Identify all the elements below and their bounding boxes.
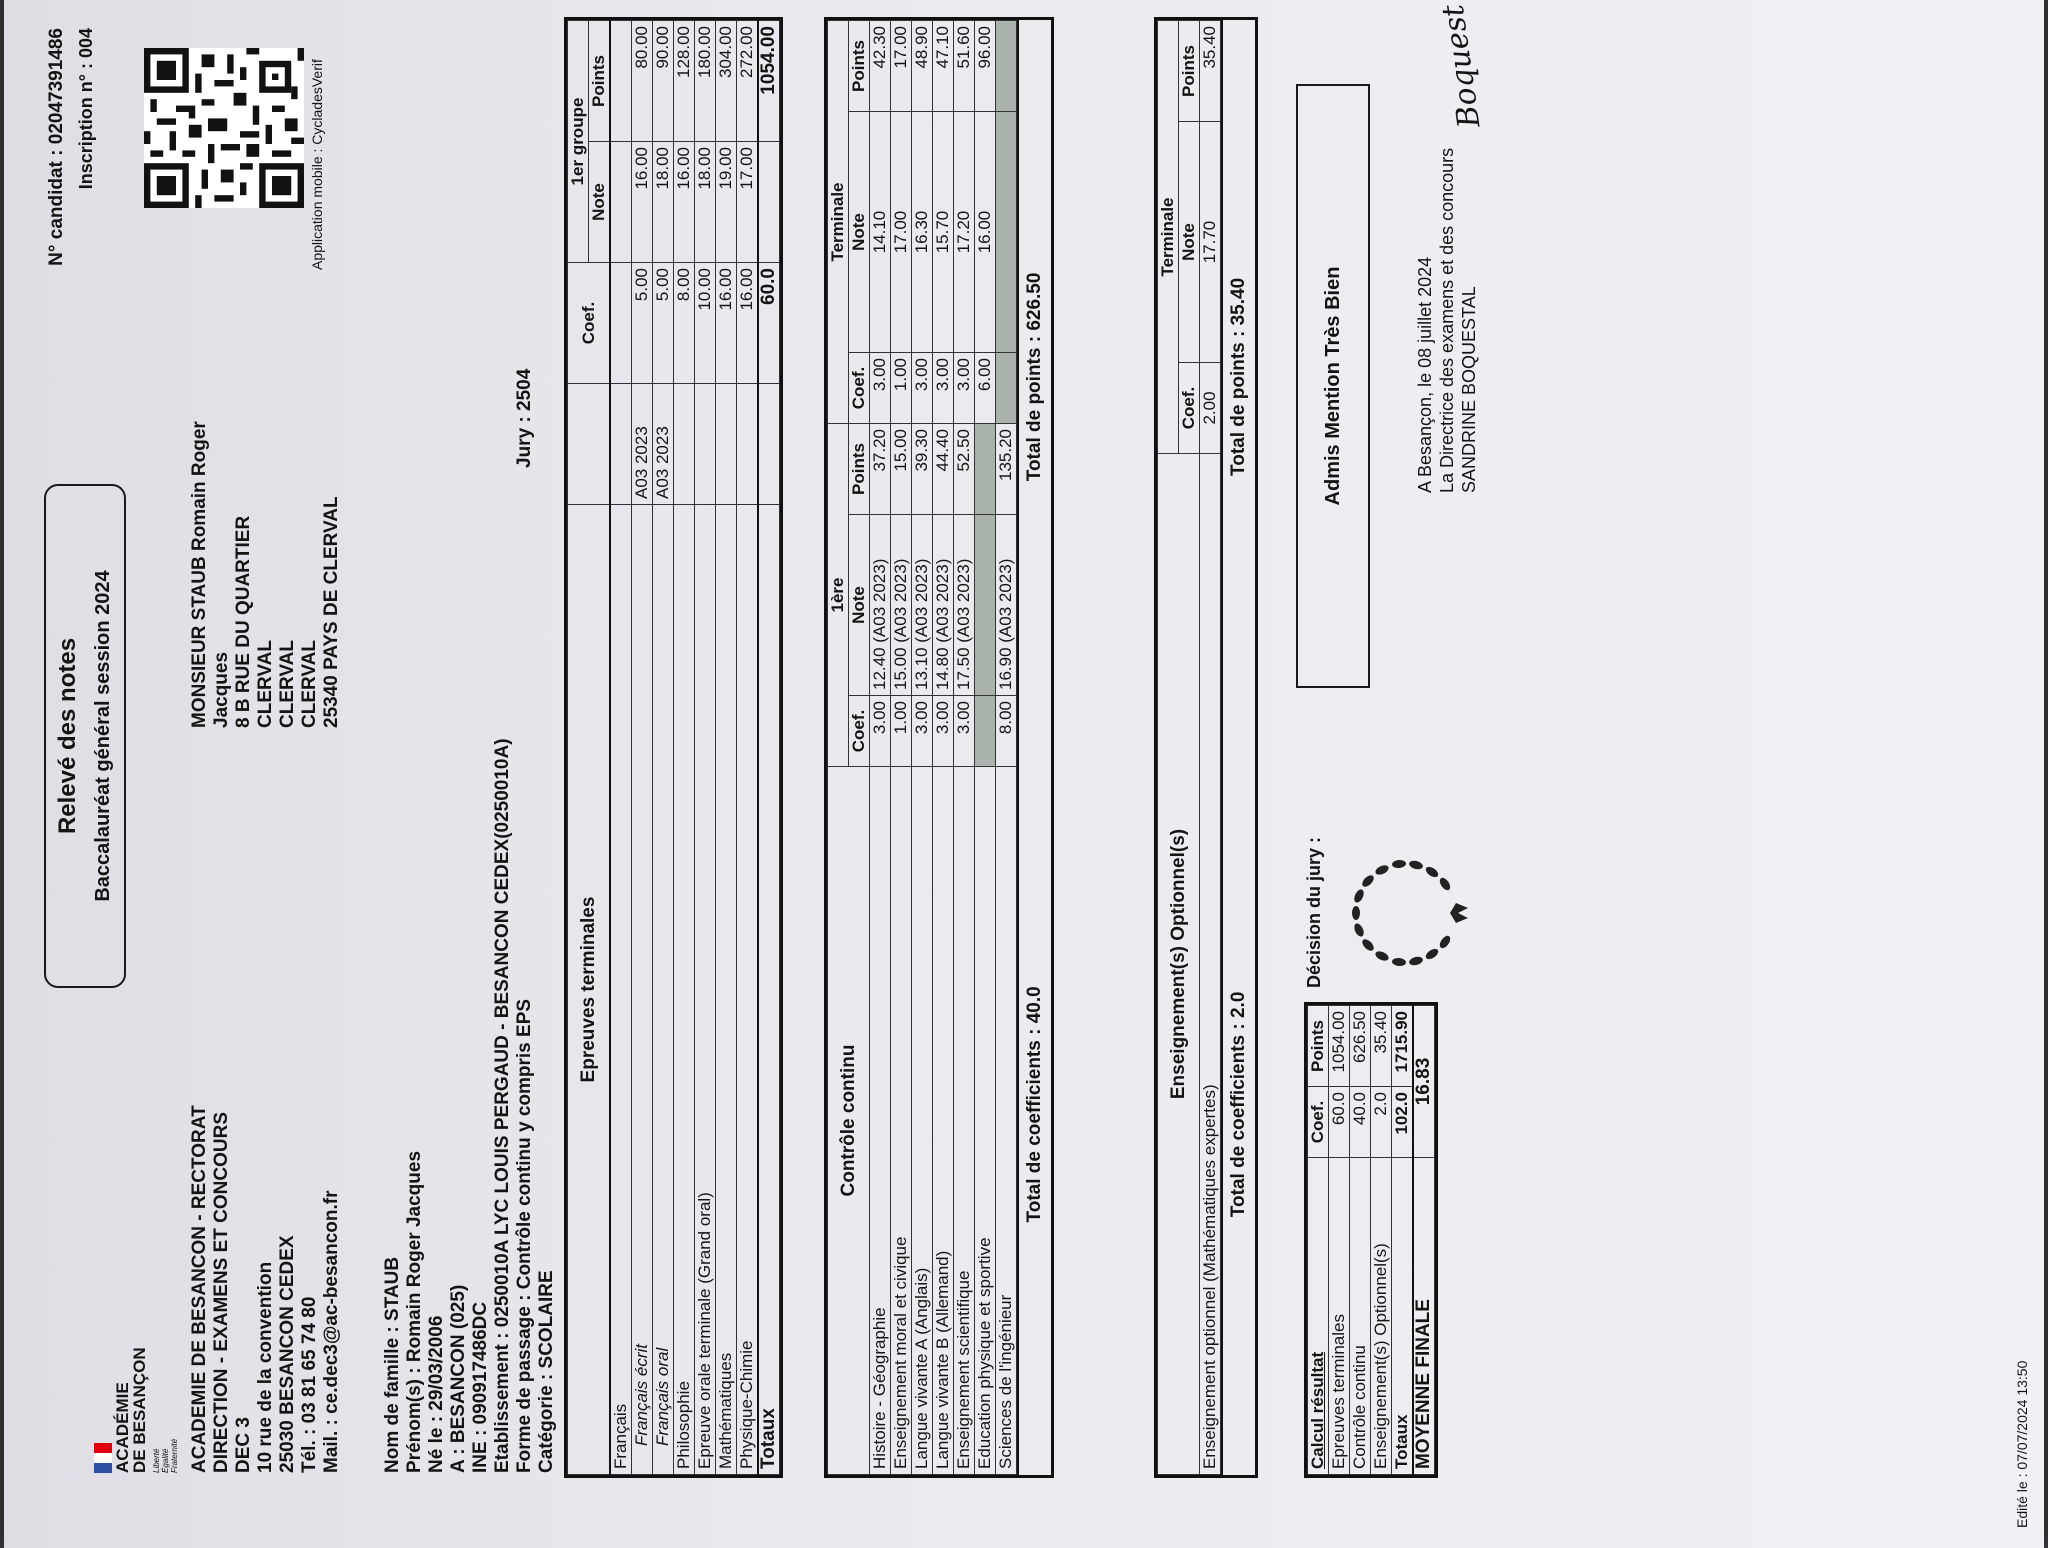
epreuves-table — [567, 20, 780, 1475]
epreuves-note-header: Note — [589, 142, 611, 263]
row-note: 16.00 — [674, 142, 695, 263]
epreuves-coef-header: Coef. — [568, 263, 611, 384]
epreuves-group-header: 1er groupe — [568, 21, 589, 263]
table-row — [1200, 21, 1221, 1475]
row-points: 90.00 — [653, 21, 674, 142]
row-coef2: 3.00 — [933, 353, 954, 424]
row-session: A03 2023 — [653, 384, 674, 505]
jury-decision-label: Décision du jury : — [1304, 836, 1324, 988]
optionnel-section — [1154, 17, 1258, 1478]
row-points: 1054.00 — [1329, 1006, 1350, 1087]
row-note1 — [975, 515, 996, 696]
document-sheet — [4, 0, 2044, 1548]
row-points: 80.00 — [632, 21, 653, 142]
calcul-table — [1307, 1005, 1435, 1475]
candidate-birthplace: A : BESANCON (025) — [448, 1284, 469, 1473]
table-row — [610, 21, 632, 1475]
controle-totals — [1017, 20, 1051, 1475]
controle-coef2-header: Coef. — [849, 353, 870, 424]
row-coef1: 1.00 — [891, 696, 912, 767]
sender-line2: DIRECTION - EXAMENS ET CONCOURS — [211, 1111, 232, 1473]
inscription-number: Inscription n° : 004 — [76, 28, 96, 190]
row-label: Contrôle continu — [1350, 1158, 1371, 1475]
row-points2: 47.10 — [933, 21, 954, 112]
row-label: Enseignement moral et civique — [891, 767, 912, 1475]
candidate-ine: INE : 090917486DC — [470, 1301, 491, 1473]
logo-motto2: Égalité — [161, 1448, 170, 1473]
signature-role: La Directrice des examens et des concours — [1437, 147, 1457, 493]
row-coef: 5.00 — [632, 263, 653, 384]
sender-line7: Mail. : ce.dec3@ac-besancon.fr — [321, 1190, 342, 1473]
controle-table — [827, 20, 1017, 1475]
moyenne-value: 16.83 — [1413, 1006, 1435, 1158]
row-coef: 60.0 — [1329, 1087, 1350, 1158]
laurel-wreath-icon — [1344, 848, 1474, 978]
row-points1: 52.50 — [954, 424, 975, 515]
row-coef2: 3.00 — [954, 353, 975, 424]
row-note: 18.00 — [695, 142, 716, 263]
signature-name: SANDRINE BOQUESTAL — [1459, 286, 1479, 493]
table-row — [674, 21, 695, 1475]
logo-line1: ACADÉMIE — [113, 1382, 132, 1473]
row-note: 16.00 — [632, 142, 653, 263]
sender-line6: Tél. : 03 81 65 74 80 — [299, 1296, 320, 1473]
optionnel-table — [1157, 20, 1221, 1475]
title-box — [44, 484, 126, 988]
document-content — [4, 0, 2044, 1548]
candidate-forme: Forme de passage : Contrôle continu y compris EPS — [514, 998, 535, 1473]
app-mobile-text: Application mobile : CycladesVerif — [309, 59, 325, 270]
row-coef2: 1.00 — [891, 353, 912, 424]
row-label: Totaux — [1392, 1158, 1414, 1475]
row-points — [610, 21, 632, 142]
calcul-section — [1304, 1002, 1438, 1478]
controle-coef1-header: Coef. — [849, 696, 870, 767]
row-note2: 17.20 — [954, 112, 975, 353]
table-row — [1350, 1006, 1371, 1475]
row-session: A03 2023 — [632, 384, 653, 505]
row-label: Enseignement(s) Optionnel(s) — [1371, 1158, 1392, 1475]
row-note1: 17.50 (A03 2023) — [954, 515, 975, 696]
sender-line1: ACADEMIE DE BESANCON - RECTORAT — [189, 1105, 210, 1473]
row-coef: 16.00 — [716, 263, 737, 384]
calcul-points-header: Points — [1308, 1006, 1329, 1087]
row-coef2 — [996, 353, 1017, 424]
qr-code-icon — [144, 48, 304, 208]
row-points2: 48.90 — [912, 21, 933, 112]
row-note: 17.00 — [737, 142, 759, 263]
recipient-line5: CLERVAL — [277, 640, 298, 728]
row-points: 180.00 — [695, 21, 716, 142]
row-coef2: 3.00 — [912, 353, 933, 424]
row-note: 18.00 — [653, 142, 674, 263]
row-points: 35.40 — [1371, 1006, 1392, 1087]
controle-points2-header: Points — [849, 21, 870, 112]
epreuves-terminales-section — [564, 17, 783, 1478]
row-note2: 16.00 — [975, 112, 996, 353]
document-subtitle: Baccalauréat général session 2024 — [92, 570, 114, 902]
optionnel-total-points: Total de points : 35.40 — [1228, 277, 1249, 476]
row-label: Enseignement optionnel (Mathématiques expertes) — [1200, 454, 1221, 1475]
row-label: Education physique et sportive — [975, 767, 996, 1475]
row-points1: 15.00 — [891, 424, 912, 515]
row-label: Sciences de l'ingénieur — [996, 767, 1017, 1475]
jury-decision-value: Admis Mention Très Bien — [1322, 266, 1344, 506]
row-note1: 14.80 (A03 2023) — [933, 515, 954, 696]
row-label: Physique-Chimie — [737, 505, 759, 1475]
optionnel-total-coef: Total de coefficients : 2.0 — [1228, 991, 1249, 1218]
candidate-info — [382, 738, 558, 1473]
recipient-line4: CLERVAL — [255, 640, 276, 728]
candidate-etablissement: Etablissement : 0250010A LYC LOUIS PERGAUD - BESANCON CEDEX(0250010A) — [492, 738, 513, 1473]
row-label: Histoire - Géographie — [870, 767, 891, 1475]
calcul-coef-header: Coef. — [1308, 1087, 1329, 1158]
row-label: Français oral — [653, 505, 674, 1475]
row-points2 — [996, 21, 1017, 112]
row-coef: 102.0 — [1392, 1087, 1414, 1158]
table-row — [1392, 1006, 1414, 1475]
candidate-prenom: Prénom(s) : Romain Roger Jacques — [404, 1150, 425, 1473]
table-row — [975, 21, 996, 1475]
academie-logo — [94, 1347, 179, 1473]
table-row — [632, 21, 653, 1475]
table-row — [1371, 1006, 1392, 1475]
row-points1: 135.20 — [996, 424, 1017, 515]
recipient-address — [189, 421, 343, 728]
table-row — [716, 21, 737, 1475]
row-label: Epreuves terminales — [1329, 1158, 1350, 1475]
row-note2: 16.30 — [912, 112, 933, 353]
row-coef — [610, 263, 632, 384]
row-label: Enseignement scientifique — [954, 767, 975, 1475]
row-points1 — [975, 424, 996, 515]
jury-decision-box — [1296, 84, 1370, 688]
qr-code-graphic — [144, 48, 304, 208]
logo-line2: DE BESANÇON — [130, 1347, 149, 1473]
row-coef: 10.00 — [695, 263, 716, 384]
edited-date: Edité le : 07/07/2024 13:50 — [2014, 1360, 2030, 1528]
row-points2: 17.00 — [891, 21, 912, 112]
totaux-coef: 60.0 — [758, 263, 780, 384]
row-note2: 15.70 — [933, 112, 954, 353]
laurel-wreath-graphic — [1344, 848, 1474, 978]
controle-total-coef: Total de coefficients : 40.0 — [1024, 986, 1045, 1223]
epreuves-session-header — [568, 384, 611, 505]
row-coef: 40.0 — [1350, 1087, 1371, 1158]
controle-note1-header: Note — [849, 515, 870, 696]
table-row — [1329, 1006, 1350, 1475]
row-coef2: 6.00 — [975, 353, 996, 424]
candidate-number-block — [46, 28, 97, 358]
logo-motto1: Liberté — [152, 1448, 161, 1473]
row-note — [610, 142, 632, 263]
candidate-categorie: Catégorie : SCOLAIRE — [536, 1270, 557, 1473]
row-points: 1715.90 — [1392, 1006, 1414, 1087]
signature-block — [1414, 148, 1480, 493]
moyenne-row — [1413, 1006, 1435, 1475]
row-coef1: 3.00 — [912, 696, 933, 767]
row-label: Langue vivante A (Anglais) — [912, 767, 933, 1475]
row-points2: 51.60 — [954, 21, 975, 112]
row-note1: 13.10 (A03 2023) — [912, 515, 933, 696]
controle-points1-header: Points — [849, 424, 870, 515]
table-row — [954, 21, 975, 1475]
candidate-nom: Nom de famille : STAUB — [382, 1256, 403, 1473]
sender-line3: DEC 3 — [233, 1417, 254, 1473]
row-coef1: 3.00 — [870, 696, 891, 767]
controle-note2-header: Note — [849, 112, 870, 353]
row-note2: 17.00 — [891, 112, 912, 353]
row-coef2: 3.00 — [870, 353, 891, 424]
row-label: Français — [610, 505, 632, 1475]
controle-terminale-header: Terminale — [828, 21, 849, 424]
row-points1: 44.40 — [933, 424, 954, 515]
table-row — [891, 21, 912, 1475]
marianne-flag-icon — [94, 1443, 112, 1473]
moyenne-label: MOYENNE FINALE — [1413, 1158, 1435, 1475]
optionnel-points-header: Points — [1179, 21, 1200, 122]
row-note1: 15.00 (A03 2023) — [891, 515, 912, 696]
table-row — [933, 21, 954, 1475]
signature-place-date: A Besançon, le 08 juillet 2024 — [1415, 256, 1435, 493]
optionnel-terminale-header: Terminale — [1158, 21, 1179, 454]
row-points: 304.00 — [716, 21, 737, 142]
row-coef: 2.0 — [1371, 1087, 1392, 1158]
row-points: 626.50 — [1350, 1006, 1371, 1087]
row-note1: 12.40 (A03 2023) — [870, 515, 891, 696]
optionnel-coef-header: Coef. — [1179, 363, 1200, 454]
recipient-line6: CLERVAL — [299, 640, 320, 728]
row-coef: 16.00 — [737, 263, 759, 384]
sender-line4: 10 rue de la convention — [255, 1261, 276, 1473]
row-note2: 14.10 — [870, 112, 891, 353]
jury-number: Jury : 2504 — [514, 368, 535, 468]
controle-continu-section — [824, 17, 1054, 1478]
totaux-label: Totaux — [758, 505, 780, 1475]
row-points: 128.00 — [674, 21, 695, 142]
logo-motto3: Fraternité — [170, 1438, 179, 1473]
row-points2: 42.30 — [870, 21, 891, 112]
totaux-points: 1054.00 — [758, 21, 780, 142]
table-row — [695, 21, 716, 1475]
sender-address — [189, 1105, 343, 1473]
row-points: 35.40 — [1200, 21, 1221, 122]
recipient-line1: MONSIEUR STAUB Romain Roger — [189, 421, 210, 728]
row-points1: 37.20 — [870, 424, 891, 515]
sender-line5: 25030 BESANCON CEDEX — [277, 1235, 298, 1473]
row-note: 17.70 — [1200, 122, 1221, 363]
candidate-birthdate: Né le : 29/03/2006 — [426, 1315, 447, 1473]
epreuves-title: Epreuves terminales — [568, 505, 611, 1475]
row-session — [695, 384, 716, 505]
optionnel-note-header: Note — [1179, 122, 1200, 363]
row-coef1: 3.00 — [954, 696, 975, 767]
row-points1: 39.30 — [912, 424, 933, 515]
row-session — [674, 384, 695, 505]
calcul-title: Calcul résultat — [1308, 1158, 1329, 1475]
recipient-line2: Jacques — [211, 651, 232, 728]
totals-row — [758, 21, 780, 1475]
row-coef: 5.00 — [653, 263, 674, 384]
row-label: Philosophie — [674, 505, 695, 1475]
row-label: Français écrit — [632, 505, 653, 1475]
optionnel-totals — [1221, 20, 1255, 1475]
row-coef: 8.00 — [674, 263, 695, 384]
row-label: Langue vivante B (Allemand) — [933, 767, 954, 1475]
row-note1: 16.90 (A03 2023) — [996, 515, 1017, 696]
table-row — [912, 21, 933, 1475]
candidate-number: N° candidat : 02047391486 — [46, 28, 67, 266]
row-label: Mathématiques — [716, 505, 737, 1475]
row-points: 272.00 — [737, 21, 759, 142]
row-note2 — [996, 112, 1017, 353]
epreuves-points-header: Points — [589, 21, 611, 142]
row-session — [610, 384, 632, 505]
row-points2: 96.00 — [975, 21, 996, 112]
controle-premiere-header: 1ère — [828, 424, 849, 767]
row-session — [716, 384, 737, 505]
row-note: 19.00 — [716, 142, 737, 263]
handwritten-signature: Boquest — [1435, 2, 1488, 130]
row-coef: 2.00 — [1200, 363, 1221, 454]
recipient-line3: 8 B RUE DU QUARTIER — [233, 515, 254, 728]
controle-title: Contrôle continu — [828, 767, 870, 1475]
table-row — [870, 21, 891, 1475]
table-row — [653, 21, 674, 1475]
row-coef1: 3.00 — [933, 696, 954, 767]
controle-total-points: Total de points : 626.50 — [1024, 272, 1045, 482]
row-coef1 — [975, 696, 996, 767]
row-coef1: 8.00 — [996, 696, 1017, 767]
recipient-line7: 25340 PAYS DE CLERVAL — [321, 496, 342, 728]
table-row — [996, 21, 1017, 1475]
table-row — [737, 21, 759, 1475]
row-session — [737, 384, 759, 505]
document-title: Relevé des notes — [54, 637, 81, 835]
row-label: Epreuve orale terminale (Grand oral) — [695, 505, 716, 1475]
optionnel-title: Enseignement(s) Optionnel(s) — [1158, 454, 1200, 1475]
